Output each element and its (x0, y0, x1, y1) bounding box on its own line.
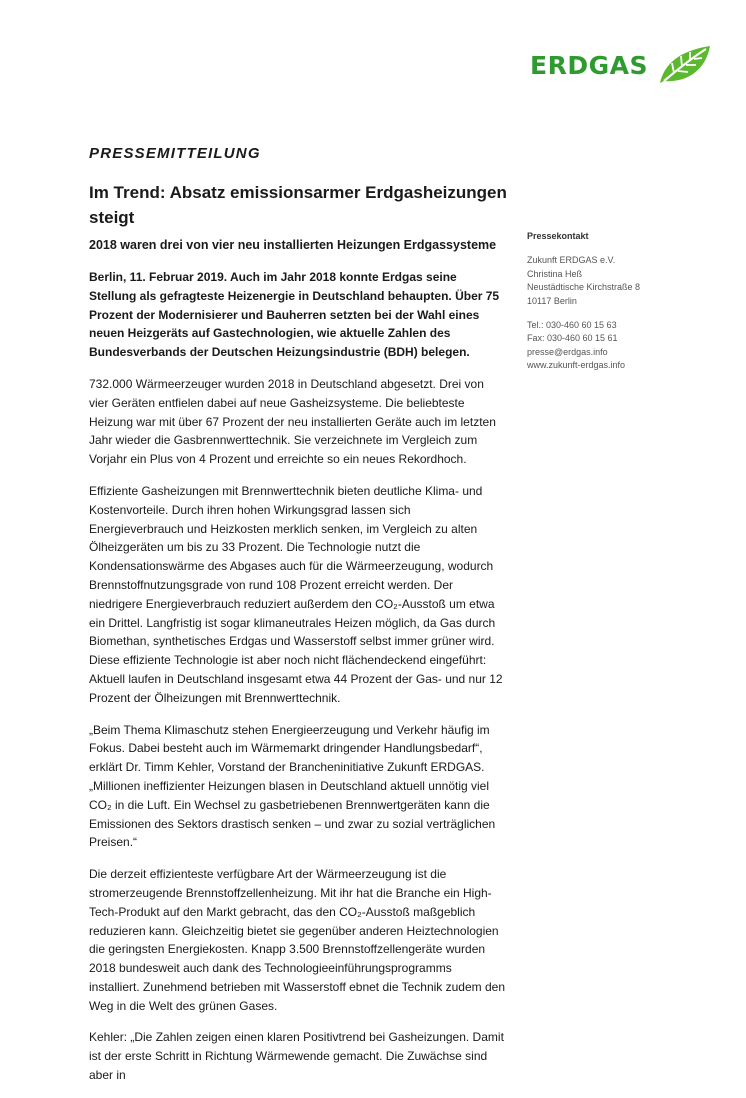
body-paragraph: 732.000 Wärmeerzeuger wurden 2018 in Deutschland abgesetzt. Drei von vier Geräten entfielen dabei auf neue Gasheizsysteme. Die beliebteste Heizung war mit über 67 Prozent der neu installierten Geräte auch im letzten Jahr wieder die Gasbrennwerttechnik. Sie verzeichnete im Vergleich zum Vorjahr ein Plus von 4 Prozent und erreichte so ein neues Rekordhoch. (89, 376, 496, 467)
document-subtitle: 2018 waren drei von vier neu installierten Heizungen Erdgassysteme (89, 238, 497, 252)
document-title: Im Trend: Absatz emissionsarmer Erdgasheizungen steigt (89, 183, 507, 227)
contact-street: Neustädtische Kirchstraße 8 (527, 282, 641, 293)
body-paragraph: Effiziente Gasheizungen mit Brennwerttechnik bieten deutliche Klima- und Kostenvorteile. Durch ihren hohen Wirkungsgrad lassen sich Energieverbrauch und Heizkosten merklich senken, im Vergleich zu alten Ölheizgeräten um bis zu 33 Prozent. Die Technologie nutzt die Kondensationswärme des Abgases auch für die Wärmeerzeugung, wodurch Brennstoffnutzungsgrade von rund 108 Prozent erreicht werden. Der niedrigere Energieverbrauch reduziert außerdem den CO₂-Ausstoß um etwa ein Drittel. Langfristig ist sogar klimaneutrales Heizen möglich, da Gas durch Biomethan, synthetisches Erdgas und Wasserstoff selbst immer grüner wird. Diese effiziente Technologie ist aber noch nicht flächendeckend eingeführt: Aktuell laufen in Deutschland insgesamt etwa 44 Prozent der Gas- und nur 12 Prozent der Ölheizungen mit Brennwerttechnik. (89, 483, 503, 705)
contact-email-link[interactable]: presse@erdgas.info (527, 346, 608, 357)
press-contact-title: Pressekontakt (527, 231, 589, 241)
contact-website-link[interactable]: www.zukunft-erdgas.info (527, 360, 626, 371)
contact-city: 10117 Berlin (527, 295, 577, 306)
body-paragraph: Die derzeit effizienteste verfügbare Art der Wärmeerzeugung ist die stromerzeugende Brennstoffzellenheizung. Mit ihr hat die Branche ein High-Tech-Produkt auf den Markt gebracht, das den CO₂-Ausstoß maßgeblich reduzieren kann. Gleichzeitig bietet sie gegenüber anderen Heiztechnologien die geringsten Energiekosten. Knapp 3.500 Brennstoffzellengeräte wurden 2018 bundesweit auch dank des Technologieeinführungsprogramms installiert. Zunehmend betrieben mit Wasserstoff ebnet die Technik zudem den Weg in die Welt des grünen Gases. (89, 867, 506, 1013)
document-kicker: PRESSEMITTEILUNG (89, 145, 261, 162)
quote-paragraph: „Beim Thema Klimaschutz stehen Energieerzeugung und Verkehr häufig im Fokus. Dabei besteht auch im Wärmemarkt dringender Handlungsbedarf“, erklärt Dr. Timm Kehler, Vorstand der Brancheninitiative Zukunft ERDGAS. „Millionen ineffizienter Heizungen blasen in Deutschland aktuell unnötig viel CO₂ in die Luft. Ein Wechsel zu gasbetriebenen Brennwertgeräten kann die Emissionen des Sektors drastisch senken – und zwar zu sozial verträglichen Preisen.“ (89, 722, 496, 850)
press-contact-sidebar (527, 230, 667, 384)
contact-phone: Tel.: 030-460 60 15 63 (527, 320, 617, 331)
quote-paragraph: Kehler: „Die Zahlen zeigen einen klaren Positivtrend bei Gasheizungen. Damit ist der erste Schritt in Richtung Wärmewende gemacht. Die Zuwächse sind aber in (89, 1030, 504, 1083)
lead-paragraph: Berlin, 11. Februar 2019. Auch im Jahr 2018 konnte Erdgas seine Stellung als gefragteste Heizenergie in Deutschland behaupten. Über 75 Prozent der Modernisierer und Bauherren setzten bei der Wahl eines neuen Heizgeräts auf Gastechnologien, wie aktuelle Zahlen des Bundesverbands der Deutschen Heizungsindustrie (BDH) belegen. (89, 270, 500, 360)
main-text (89, 268, 505, 1098)
logo-wordmark: ERDGAS (530, 51, 648, 80)
leaf-icon (656, 43, 712, 87)
contact-fax: Fax: 030-460 60 15 61 (527, 333, 618, 344)
contact-org: Zukunft ERDGAS e.V. (527, 255, 616, 266)
contact-name: Christina Heß (527, 268, 583, 279)
contact-channels (527, 319, 667, 373)
erdgas-logo (530, 43, 712, 87)
contact-address (527, 254, 667, 308)
